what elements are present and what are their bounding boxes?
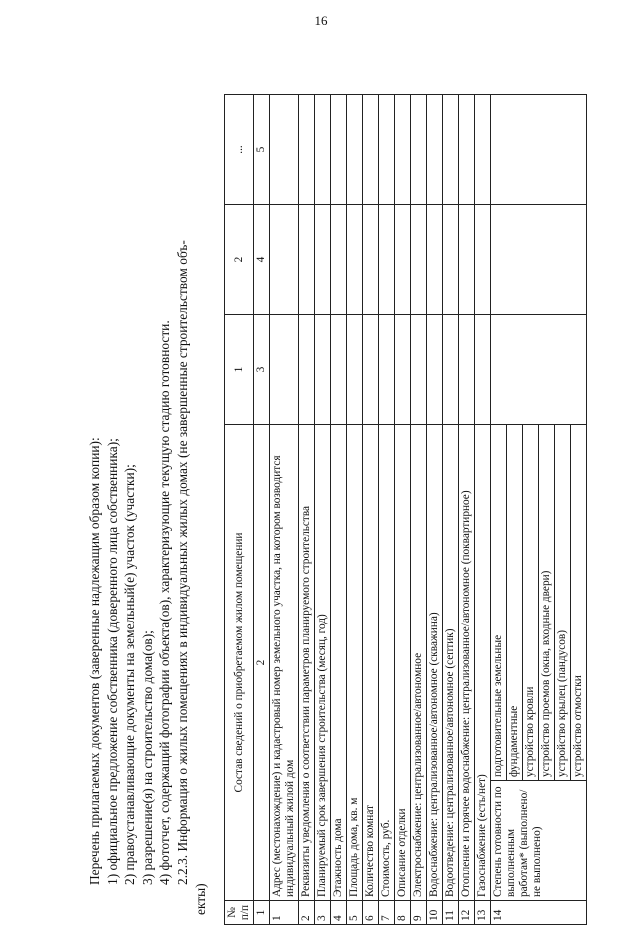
numbering-row [254,94,270,924]
value-cell [270,204,299,314]
row-number: 12 [459,901,475,925]
value-cell [443,94,459,204]
value-cell [395,204,411,314]
readiness-items [491,424,587,780]
header-info: Состав сведений о приобретаемом жилом помещении [225,424,254,900]
numbering-cell: 2 [254,424,270,900]
row-number: 7 [379,901,395,925]
row-text: Стоимость, руб. [379,424,395,900]
value-cell [299,314,315,424]
row-number: 9 [411,901,427,925]
row-number: 1 [270,901,299,925]
row-text: Площадь дома, кв. м [347,424,363,900]
readiness-item: подготовительные земельные [491,425,507,780]
numbering-cell: 1 [254,901,270,925]
value-cell [363,314,379,424]
value-cell [427,314,443,424]
row-text: Описание отделки [395,424,411,900]
intro-line: 2) правоустанавливающие документы на земельный(е) участок (участки); [122,464,138,885]
row-number: 2 [299,901,315,925]
value-cell [443,204,459,314]
documents-list [86,95,209,915]
table-row [270,94,299,924]
value-cell [459,204,475,314]
table-row [331,94,347,924]
value-cell [347,204,363,314]
value-cell [379,204,395,314]
value-cell [459,314,475,424]
value-cell [270,314,299,424]
row-text: Отопление и горячее водоснабжение: централизованное/автономное (поквартирное) [459,424,475,900]
table-row [379,94,395,924]
intro-line: 1) официальное предложение собственника (доверенного лица собственника); [104,438,120,885]
row-text: Газоснабжение (есть/нет) [475,424,491,900]
value-cell [315,94,331,204]
header-number: № п/п [225,901,254,925]
row-text: Водоотведение: централизованное/автономное (септик) [443,424,459,900]
value-cell [379,94,395,204]
readiness-items-list [491,425,586,780]
table-row [411,94,427,924]
rotated-content [86,45,639,921]
table-row [299,94,315,924]
section-heading: 2.2.3. Информация о жилых помещениях в индивидуальных жилых домах (не завершенные строительством объ- [174,240,190,885]
table-row [427,94,443,924]
row-number: 10 [427,901,443,925]
value-cell [475,314,491,424]
value-cell [411,314,427,424]
value-cell [270,94,299,204]
table-row [315,94,331,924]
value-cell [347,94,363,204]
table-row [347,94,363,924]
readiness-item: устройство кровли [523,425,539,780]
value-cell [379,314,395,424]
numbering-cell: 3 [254,314,270,424]
row-number: 6 [363,901,379,925]
section-heading-continuation: екты) [192,883,208,915]
row-text: Реквизиты уведомления о соответствии параметров планируемого строительства [299,424,315,900]
readiness-label: Степень готовности по выполненным работам* (выполнено/не выполнено) [491,781,587,901]
row-number: 11 [443,901,459,925]
row-number: 3 [315,901,331,925]
value-cell [395,94,411,204]
value-cell [331,314,347,424]
table-row [363,94,379,924]
intro-line: 3) разрешение(я) на строительство дома(ов); [139,630,155,885]
value-cell [459,94,475,204]
housing-info-table [224,94,587,925]
row-text: Водоснабжение: централизованное/автономное (скважина) [427,424,443,900]
value-cell [331,204,347,314]
table-header-row [225,94,254,924]
table-row [459,94,475,924]
table-row-readiness [491,94,587,924]
header-col-2: 2 [225,204,254,314]
value-cell [299,94,315,204]
value-cell [411,204,427,314]
value-cell [475,204,491,314]
row-text: Электроснабжение: централизованное/автономное [411,424,427,900]
row-text: Количество комнат [363,424,379,900]
page-number: 16 [314,13,328,28]
value-cell [395,314,411,424]
table-row [395,94,411,924]
value-cell [427,204,443,314]
value-cell [443,314,459,424]
value-cell [363,204,379,314]
row-text: Планируемый срок завершения строительства (месяц, год) [315,424,331,900]
value-cell [347,314,363,424]
header-col-1: 1 [225,314,254,424]
value-cell [315,314,331,424]
row-number: 8 [395,901,411,925]
readiness-item: устройство отмостки [572,675,584,777]
value-cell [411,94,427,204]
value-cell [475,94,491,204]
value-cell [491,204,587,314]
readiness-item: устройство проемов (окна, входные двери) [539,425,555,780]
value-cell [331,94,347,204]
header-col-more: ... [225,94,254,204]
value-cell [363,94,379,204]
row-number: 5 [347,901,363,925]
table-row [475,94,491,924]
intro-line: 4) фототчет, содержащий фотографии объекта(ов), характеризующие текущую стадию готовности. [157,320,173,885]
row-number: 13 [475,901,491,925]
value-cell [427,94,443,204]
intro-line: Перечень прилагаемых документов (заверенные надлежащим образом копии): [87,437,102,885]
row-number: 14 [491,901,587,925]
value-cell [491,314,587,424]
table-row [443,94,459,924]
row-number: 4 [331,901,347,925]
numbering-cell: 5 [254,94,270,204]
row-text: Этажность дома [331,424,347,900]
value-cell [315,204,331,314]
value-cell [491,94,587,204]
value-cell [299,204,315,314]
readiness-item: фундаментные [507,425,523,780]
numbering-cell: 4 [254,204,270,314]
readiness-item: устройство крылец (пандусов) [555,425,571,780]
row-text: Адрес (местонахождение) и кадастровый номер земельного участка, на котором возводится индивидуальный жилой дом [270,424,299,900]
